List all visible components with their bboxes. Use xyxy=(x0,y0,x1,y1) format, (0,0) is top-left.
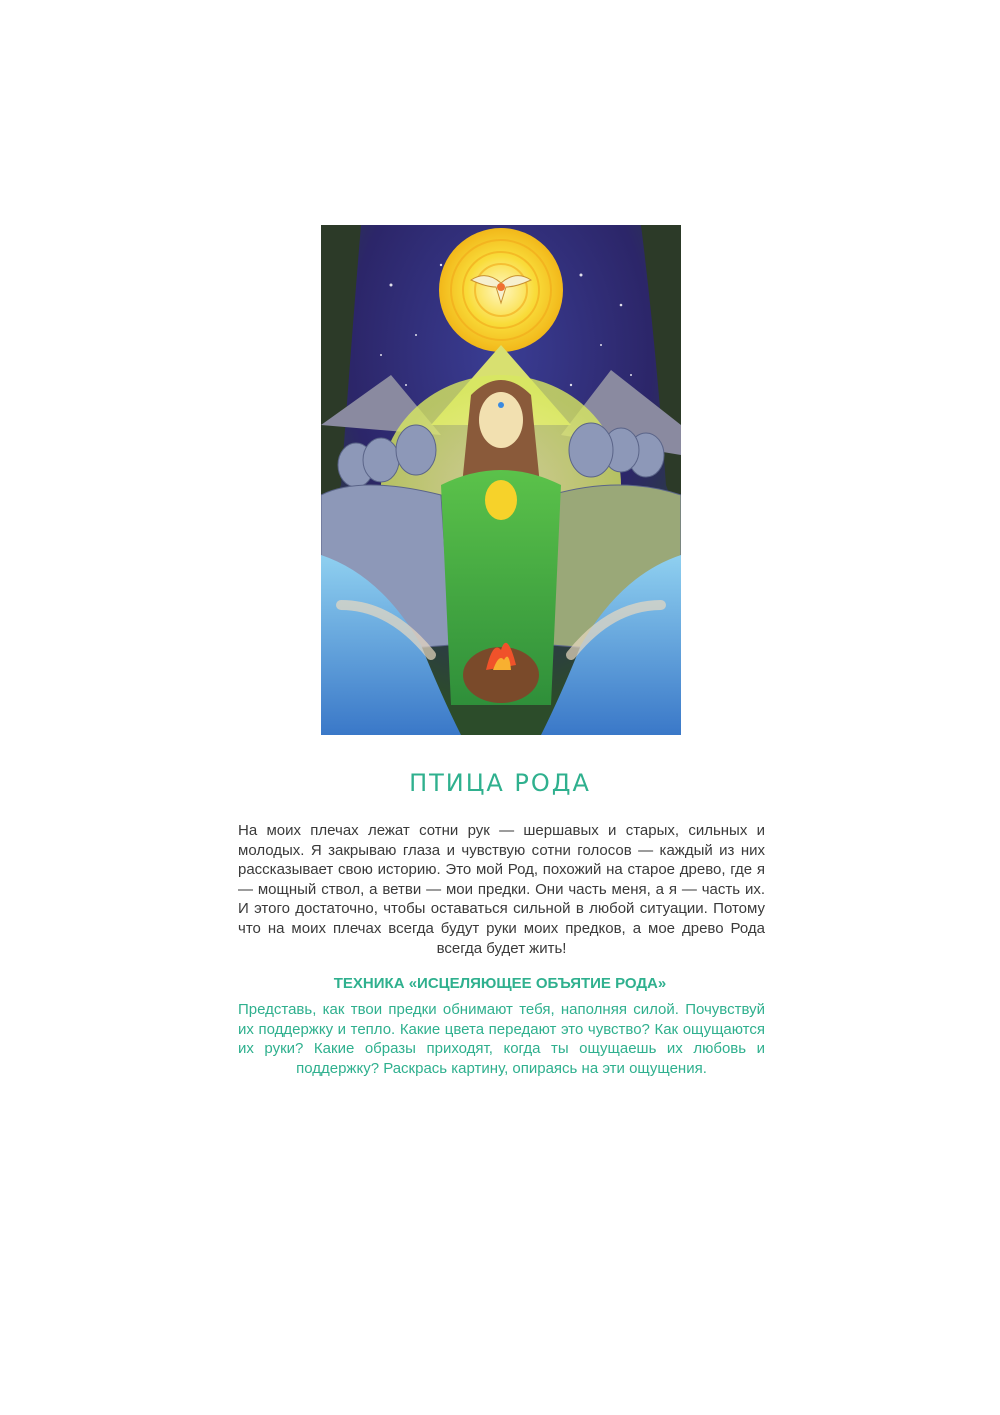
technique-paragraph: Представь, как твои предки обнимают тебя, наполняя силой. Почувствуй их поддержку и тепло. Какие цвета передают это чувство? Как ощущаются их руки? Какие образы приходят, когда ты ощущаешь их любовь и поддержку? Раскрась картину, опираясь на эти ощущения. xyxy=(238,1001,765,1077)
body-paragraph: На моих плечах лежат сотни рук — шершавых и старых, сильных и молодых. Я закрываю глаза и чувствую сотни голосов — каждый из них рассказывает свою историю. Это мой Род, похожий на старое древо, где я — мощный ствол, а ветви — мои предки. Они часть меня, а я — часть их. И этого достаточно, чтобы оставаться сильной в любой ситуации. Потому что на моих плечах всегда будут руки моих предков, а мое древо Рода всегда будет жить! xyxy=(238,822,765,957)
technique-heading: ТЕХНИКА «ИСЦЕЛЯЮЩЕЕ ОБЪЯТИЕ РОДА» xyxy=(333,975,667,992)
page-title: ПТИЦА РОДА xyxy=(409,769,591,797)
illustration-art xyxy=(321,225,681,735)
illustration xyxy=(321,225,681,735)
